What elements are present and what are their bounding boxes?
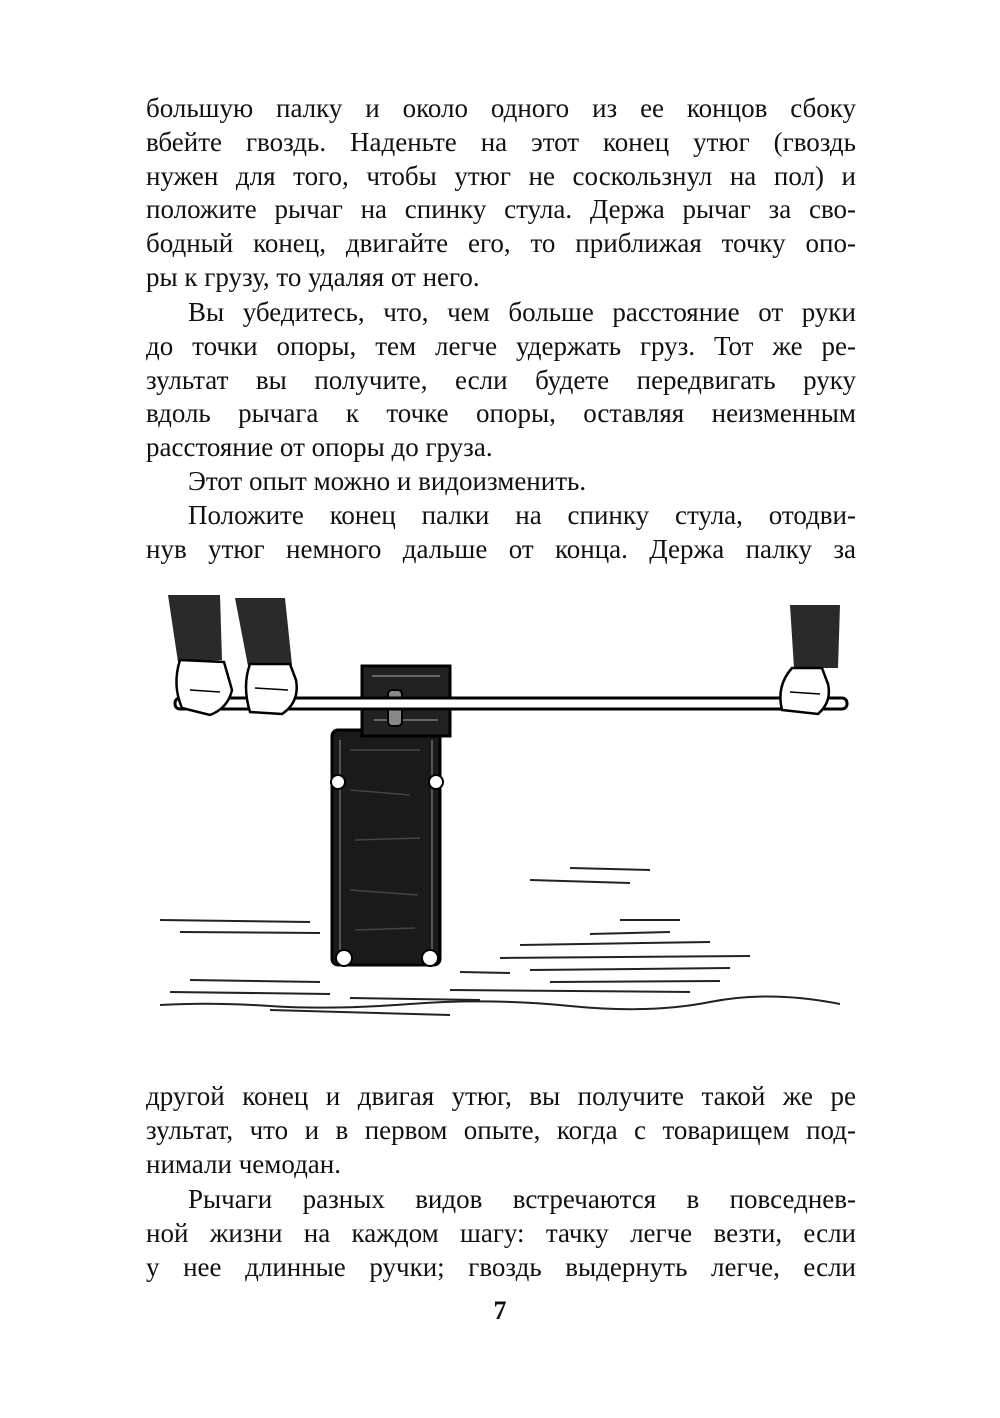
text-line: ной жизни на каждом шагу: тачку легче везти, если [146,1217,856,1248]
suitcase-lever-illustration [150,590,870,1040]
text-line: положите рычаг на спинку стула. Держа рычаг за сво- [146,194,856,225]
text-line: вбейте гвоздь. Наденьте на этот конец утюг (гвоздь [146,126,856,157]
text-line: расстояние от опоры до груза. [146,432,493,463]
floor-shading [160,868,840,1015]
paragraph-5 [146,1080,856,1181]
text-line: вдоль рычага к точке опоры, оставляя неизменным [146,398,856,429]
text-line: другой конец и двигая утюг, вы получите такой же ре [146,1081,856,1111]
text-line: бодный конец, двигайте его, то приближая точку опо- [146,228,856,259]
paragraph-1 [146,92,856,295]
text-line: до точки опоры, тем легче удержать груз. Тот же ре- [146,330,856,361]
text-line: нимали чемодан. [146,1148,341,1179]
paragraph-3 [146,465,856,499]
text-line: зультат, что и в первом опыте, когда с товарищем под- [146,1114,856,1145]
text-line: зультат вы получите, если будете передвигать руку [146,364,856,395]
text-line: нув утюг немного дальше от конца. Держа палку за [146,533,856,564]
text-line: большую палку и около одного из ее концов сбоку [146,93,856,123]
text-line: Вы убедитесь, что, чем больше расстояние от руки [188,297,856,327]
text-line: Этот опыт можно и видоизменить. [188,466,587,496]
paragraph-4 [146,499,856,567]
text-line: Положите конец палки на спинку стула, отодви- [188,500,856,530]
text-line: нужен для того, чтобы утюг не соскользнул на пол) и [146,160,856,191]
paragraph-2 [146,296,856,465]
text-line: у нее длинные ручки; гвоздь выдернуть легче, если [146,1251,856,1282]
paragraph-6 [146,1183,856,1284]
text-line: ры к грузу, то удаляя от него. [146,261,480,292]
page-number: 7 [493,1296,507,1325]
text-line: Рычаги разных видов встречаются в повседнев- [188,1184,856,1214]
suitcase [331,666,450,966]
